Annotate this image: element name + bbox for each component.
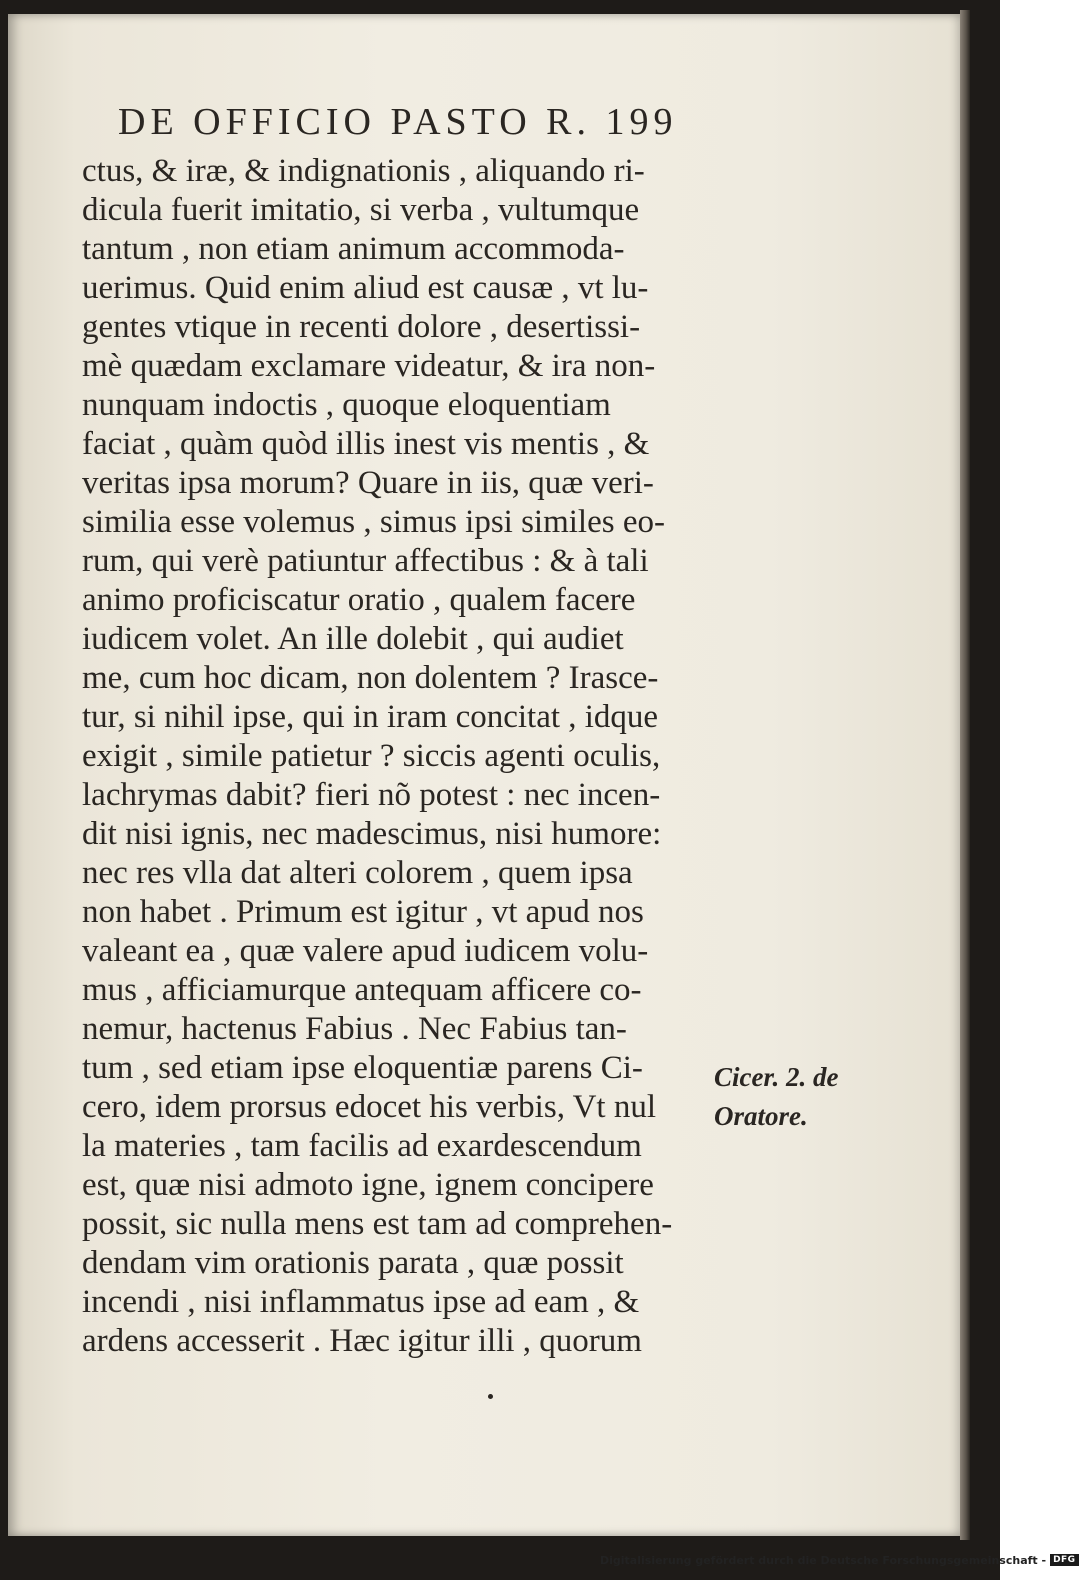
- print-mark: [488, 1394, 493, 1399]
- text-line: faciat , quàm quòd illis inest vis mentis , &: [82, 426, 650, 462]
- text-line: est, quæ nisi admoto igne, ignem concipere: [82, 1167, 654, 1203]
- text-line: dicula fuerit imitatio, si verba , vultumque: [82, 192, 640, 228]
- text-line: tantum , non etiam animum accommoda-: [82, 231, 625, 267]
- text-line: ctus, & iræ, & indignationis , aliquando ri-: [82, 153, 645, 189]
- text-line: cero, idem prorsus edocet his verbis, Vt nul: [82, 1089, 657, 1125]
- page-edge: [960, 10, 970, 1540]
- text-line: ardens accesserit . Hæc igitur illi , quorum: [82, 1323, 642, 1359]
- text-line: nemur, hactenus Fabius . Nec Fabius tan-: [82, 1011, 627, 1047]
- running-header: DE OFFICIO PASTO R. 199: [118, 101, 678, 143]
- text-line: gentes vtique in recenti dolore , desertissi-: [82, 309, 641, 345]
- margin-note-line: Cicer. 2. de: [714, 1062, 839, 1092]
- text-line: valeant ea , quæ valere apud iudicem volu-: [82, 933, 649, 969]
- dfg-logo: DFG: [1050, 1554, 1079, 1566]
- text-line: la materies , tam facilis ad exardescendum: [82, 1128, 642, 1164]
- text-line: tur, si nihil ipse, qui in iram concitat , idque: [82, 699, 659, 735]
- text-line: veritas ipsa morum? Quare in iis, quæ veri-: [82, 465, 654, 501]
- text-line: dendam vim orationis parata , quæ possit: [82, 1245, 624, 1281]
- text-line: dit nisi ignis, nec madescimus, nisi humore:: [82, 816, 662, 852]
- text-line: me, cum hoc dicam, non dolentem ? Irasce-: [82, 660, 659, 696]
- text-line: similia esse volemus , simus ipsi similes eo-: [82, 504, 665, 540]
- text-line: animo proficiscatur oratio , qualem facere: [82, 582, 636, 618]
- footer-credit: Digitalisierung gefördert durch die Deutsche Forschungsgemeinschaft -: [600, 1553, 1047, 1567]
- text-line: rum, qui verè patiuntur affectibus : & à tali: [82, 543, 649, 579]
- text-line: exigit , simile patietur ? siccis agenti oculis,: [82, 738, 661, 774]
- text-line: mè quædam exclamare videatur, & ira non-: [82, 348, 656, 384]
- text-line: uerimus. Quid enim aliud est causæ , vt lu-: [82, 270, 649, 306]
- text-line: tum , sed etiam ipse eloquentiæ parens Ci-: [82, 1050, 643, 1086]
- text-line: incendi , nisi inflammatus ipse ad eam , &: [82, 1284, 640, 1320]
- text-line: nunquam indoctis , quoque eloquentiam: [82, 387, 611, 423]
- margin-note: [714, 1058, 894, 1136]
- text-line: nec res vlla dat alteri colorem , quem ipsa: [82, 855, 633, 891]
- text-line: iudicem volet. An ille dolebit , qui audiet: [82, 621, 624, 657]
- text-line: lachrymas dabit? fieri nõ potest : nec incen-: [82, 777, 661, 813]
- text-line: possit, sic nulla mens est tam ad comprehen-: [82, 1206, 673, 1242]
- text-line: mus , afficiamurque antequam afficere co-: [82, 972, 642, 1008]
- digitization-footer: [600, 1548, 1076, 1572]
- body-text: [82, 152, 722, 1361]
- text-line: non habet . Primum est igitur , vt apud nos: [82, 894, 644, 930]
- margin-note-line: Oratore.: [714, 1101, 808, 1131]
